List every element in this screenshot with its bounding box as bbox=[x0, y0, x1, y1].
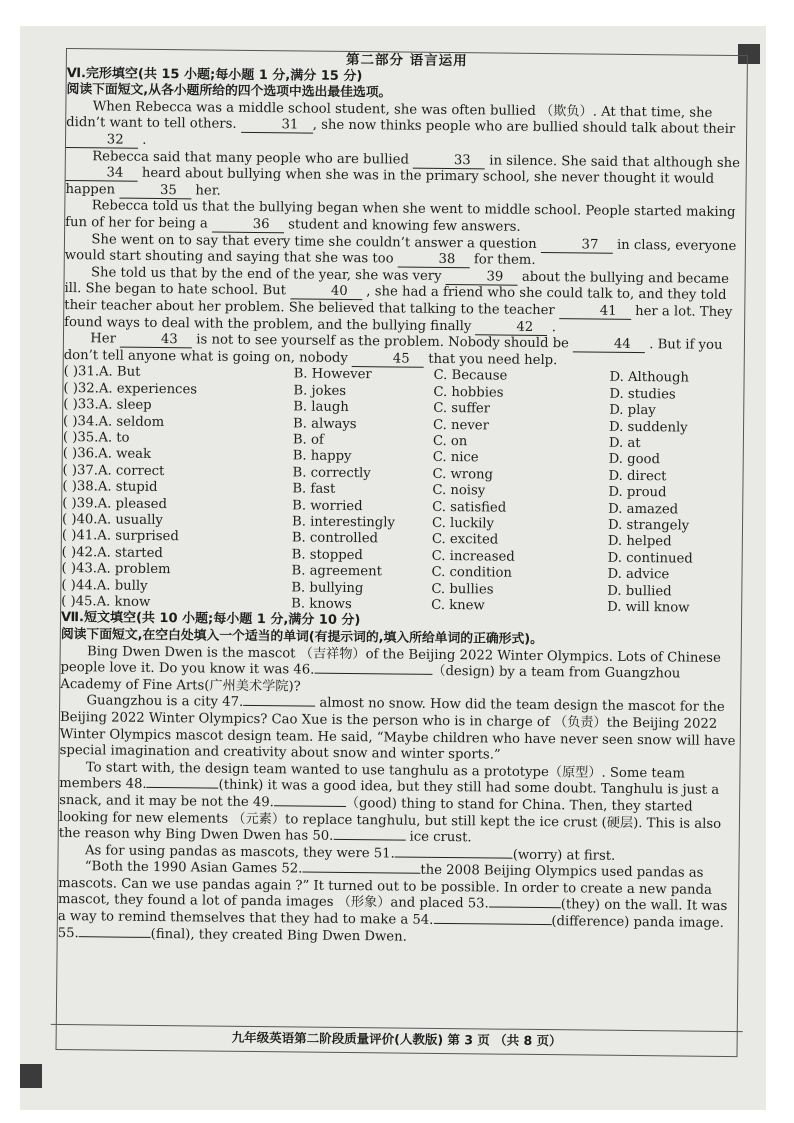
photo-background bbox=[20, 26, 766, 1110]
option-a[interactable]: ( )45.A. know bbox=[61, 593, 151, 610]
blank-46[interactable] bbox=[314, 673, 432, 675]
option-a[interactable]: ( )38.A. stupid bbox=[62, 479, 158, 496]
option-d[interactable]: D. proud bbox=[608, 484, 667, 501]
option-b[interactable]: B. worried bbox=[292, 497, 363, 514]
cloze-paragraph-3: Rebecca told us that the bullying began when she went to middle school. People started making fun of her for being a 36 student and knowing few answers. bbox=[65, 198, 736, 235]
blank-49[interactable] bbox=[274, 805, 346, 807]
option-a[interactable]: ( )41.A. surprised bbox=[61, 528, 179, 545]
blank-42[interactable]: 42 bbox=[475, 320, 547, 336]
option-a[interactable]: ( )37.A. correct bbox=[62, 462, 165, 479]
option-b[interactable]: B. laugh bbox=[293, 399, 349, 416]
blank-50[interactable] bbox=[333, 839, 405, 841]
option-a[interactable]: ( )44.A. bully bbox=[61, 577, 148, 594]
blank-31[interactable]: 31 bbox=[241, 118, 313, 134]
option-a[interactable]: ( )43.A. problem bbox=[61, 561, 171, 578]
option-b[interactable]: B. fast bbox=[292, 481, 336, 497]
option-b[interactable]: B. correctly bbox=[292, 465, 371, 481]
option-c[interactable]: C. suffer bbox=[433, 400, 491, 417]
blank-41[interactable]: 41 bbox=[559, 304, 631, 320]
cloze-paragraph-2: Rebecca said that many people who are bullied 33 in silence. She said that although she 34 heard about bullying when she was in the primary school, she never thought it would happen 35 her. bbox=[65, 148, 741, 199]
option-c[interactable]: C. noisy bbox=[432, 482, 486, 499]
option-a[interactable]: ( )34.A. seldom bbox=[63, 413, 165, 430]
blank-48[interactable] bbox=[147, 787, 219, 789]
option-d[interactable]: D. bullied bbox=[607, 583, 672, 599]
option-a[interactable]: ( )35.A. to bbox=[62, 429, 130, 446]
option-d[interactable]: D. will know bbox=[607, 599, 690, 616]
option-c[interactable]: C. increased bbox=[431, 548, 515, 565]
blank-34[interactable]: 34 bbox=[66, 166, 138, 182]
blank-54[interactable] bbox=[433, 923, 551, 925]
option-d[interactable]: D. advice bbox=[607, 566, 670, 583]
option-b[interactable]: B. However bbox=[293, 366, 372, 383]
option-c[interactable]: C. never bbox=[432, 417, 490, 433]
option-d[interactable]: D. studies bbox=[609, 386, 676, 403]
fill-paragraph-5: “Both the 1990 Asian Games 52. the 2008 Beijing Olympics used pandas as mascots. Can we use pandas again ?” It turned out to be possible. In order to create a new panda mascot, they found a lot of panda images （形象）and placed 53. (they) on the wall. It was a way to remind themselves that they had to make a 54. (difference) panda image. 55. (final), they created Bing Dwen Dwen. bbox=[57, 859, 728, 945]
option-d[interactable]: D. play bbox=[609, 402, 656, 419]
blank-51[interactable] bbox=[395, 856, 513, 858]
option-c[interactable]: C. excited bbox=[431, 532, 499, 548]
option-a[interactable]: ( )42.A. started bbox=[61, 544, 163, 561]
option-c[interactable]: C. satisfied bbox=[432, 499, 507, 516]
section7-title: Ⅶ.短文填空(共 10 小题;每小题 1 分,满分 10 分) bbox=[60, 610, 361, 629]
fill-paragraph-2: Guangzhou is a city 47. almost no snow. How did the team design the mascot for the Beijing 2022 Winter Olympics? Cao Xue is the person who is in charge of （负责）the Beijing 2022 Winter Olympics mascot design team. He said, “Maybe children who have never seen snow will have special imagination and creativity about snow and winter sports.” bbox=[59, 693, 736, 763]
page-footer: 九年级英语第二阶段质量评价(人教版) 第 3 页 （共 8 页） bbox=[231, 1030, 562, 1049]
blank-53[interactable] bbox=[489, 907, 561, 909]
option-a[interactable]: ( )36.A. weak bbox=[62, 446, 152, 463]
blank-35[interactable]: 35 bbox=[119, 183, 191, 199]
option-a[interactable]: ( )31.A. But bbox=[63, 364, 141, 381]
option-d[interactable]: D. strangely bbox=[607, 517, 690, 534]
blank-39[interactable]: 39 bbox=[446, 270, 518, 286]
blank-37[interactable]: 37 bbox=[541, 238, 613, 254]
option-a[interactable]: ( )39.A. pleased bbox=[62, 495, 168, 512]
blank-36[interactable]: 36 bbox=[212, 217, 284, 233]
option-b[interactable]: B. stopped bbox=[291, 547, 364, 563]
option-b[interactable]: B. interestingly bbox=[291, 514, 396, 531]
option-c[interactable]: C. hobbies bbox=[433, 384, 504, 401]
option-d[interactable]: D. helped bbox=[607, 534, 672, 550]
blank-32[interactable]: 32 bbox=[66, 133, 138, 149]
blank-43[interactable]: 43 bbox=[120, 333, 192, 349]
option-c[interactable]: C. on bbox=[432, 433, 468, 450]
fill-paragraph-1: Bing Dwen Dwen is the mascot （吉祥物）of the Beijing 2022 Winter Olympics. Lots of Chinese people love it. Do you know it was 46. （design) by a team from Guangzhou Academy of Fine Arts(广州美术学院)? bbox=[60, 643, 721, 695]
option-b[interactable]: B. bullying bbox=[291, 579, 364, 596]
option-d[interactable]: D. continued bbox=[607, 550, 693, 567]
blank-38[interactable]: 38 bbox=[398, 253, 470, 269]
cloze-paragraph-5: She told us that by the end of the year, she was very 39 about the bullying and became ill. She began to hate school. But 40 , she had a friend who she could talk to, and they told their teacher about her problem. She believed that talking to the teacher 41 her a lot. They found ways to deal with the problem, and the bullying finally 42 . bbox=[64, 264, 733, 335]
option-b[interactable]: B. knows bbox=[291, 596, 352, 612]
blank-52[interactable] bbox=[302, 872, 420, 874]
cloze-options bbox=[61, 364, 744, 617]
corner-mark-bottom-left bbox=[20, 1064, 42, 1088]
option-d[interactable]: D. suddenly bbox=[608, 419, 688, 436]
option-d[interactable]: D. amazed bbox=[608, 501, 679, 517]
option-d[interactable]: D. good bbox=[608, 452, 661, 468]
blank-33[interactable]: 33 bbox=[413, 153, 485, 169]
option-d[interactable]: D. Although bbox=[609, 369, 690, 386]
part-title: 第二部分 语言运用 bbox=[345, 51, 468, 70]
option-b[interactable]: B. always bbox=[293, 415, 357, 432]
fill-paragraph-3: To start with, the design team wanted to use tanghulu as a prototype（原型）. Some team members 48. (think) it was a good idea, but they still had some doubt. Tanghulu is just a snack, and it may be not the 49. （good) thing to stand for China. Then, they started looking for new elements （元素）to replace tanghulu, but still kept the ice crust (硬层). This is also the reason why Bing Dwen Dwen has 50. ice crust. bbox=[58, 759, 722, 846]
section6-title: Ⅵ.完形填空(共 15 小题;每小题 1 分,满分 15 分) bbox=[66, 65, 363, 84]
option-b[interactable]: B. jokes bbox=[293, 383, 347, 399]
section7-instruction: 阅读下面短文,在空白处填入一个适当的单词(有提示词的,填入所给单词的正确形式)。 bbox=[60, 626, 544, 647]
option-a[interactable]: ( )33.A. sleep bbox=[63, 397, 152, 414]
cloze-paragraph-1: When Rebecca was a middle school student, she was often bullied （欺负）. At that time, she didn’t want to tell others. 31 , she now thinks people who are bullied should talk about their 32 . bbox=[66, 99, 736, 148]
cloze-paragraph-6: Her 43 is not to see yourself as the problem. Nobody should be 44 . But if you don’t tell anyone what is going on, nobody 45 that you need help. bbox=[63, 331, 723, 368]
blank-55[interactable] bbox=[79, 936, 151, 938]
option-c[interactable]: C. luckily bbox=[431, 515, 495, 532]
option-c[interactable]: C. knew bbox=[431, 597, 485, 614]
option-d[interactable]: D. direct bbox=[608, 468, 667, 485]
blank-40[interactable]: 40 bbox=[290, 285, 362, 301]
option-a[interactable]: ( )32.A. experiences bbox=[63, 380, 198, 398]
option-b[interactable]: B. agreement bbox=[291, 563, 383, 580]
option-c[interactable]: C. wrong bbox=[432, 466, 494, 483]
option-c[interactable]: C. condition bbox=[431, 565, 513, 581]
option-c[interactable]: C. nice bbox=[432, 450, 479, 466]
blank-47[interactable] bbox=[243, 705, 315, 707]
exam-page bbox=[56, 48, 748, 1057]
option-b[interactable]: B. happy bbox=[292, 448, 352, 465]
option-a[interactable]: ( )40.A. usually bbox=[61, 511, 164, 528]
blank-45[interactable]: 45 bbox=[352, 352, 424, 368]
option-b[interactable]: B. controlled bbox=[291, 530, 379, 547]
option-c[interactable]: C. bullies bbox=[431, 581, 494, 598]
blank-44[interactable]: 44 bbox=[573, 337, 645, 353]
cloze-paragraph-4: She went on to say that every time she couldn’t answer a question 37 in class, everyone would start shouting and saying that she was too 38 for them. bbox=[64, 231, 737, 269]
fill-paragraph-4: As for using pandas as mascots, they were 51. (worry) at first. bbox=[84, 842, 616, 864]
section6-instruction: 阅读下面短文,从各小题所给的四个选项中选出最佳选项。 bbox=[66, 82, 392, 101]
option-b[interactable]: B. of bbox=[292, 432, 324, 448]
option-c[interactable]: C. Because bbox=[433, 368, 508, 384]
option-d[interactable]: D. at bbox=[608, 435, 641, 451]
